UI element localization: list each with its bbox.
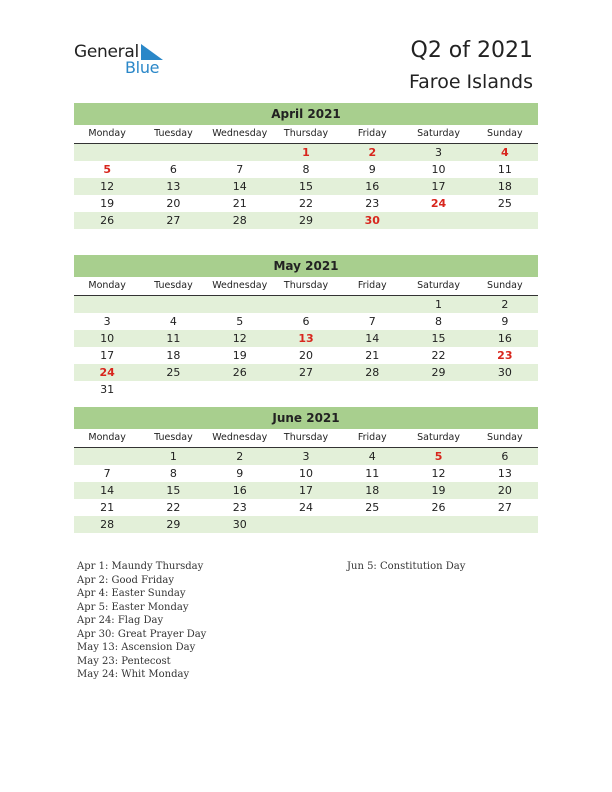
day-cell: 10 xyxy=(431,163,446,176)
week-row xyxy=(74,330,538,347)
holiday-date: 5 xyxy=(103,163,111,176)
holiday-list-right xyxy=(347,560,465,574)
week-row xyxy=(74,144,538,161)
day-cell: 4 xyxy=(368,450,376,463)
month-title: June 2021 xyxy=(74,407,538,429)
day-cell: 1 xyxy=(169,450,177,463)
day-cell: 26 xyxy=(232,366,247,379)
day-cell xyxy=(339,296,405,313)
week-row xyxy=(74,347,538,364)
day-cell: 18 xyxy=(166,349,181,362)
calendar-may xyxy=(74,255,538,398)
weekday-label: Sunday xyxy=(487,128,523,139)
day-cell: 31 xyxy=(100,383,115,396)
day-cell xyxy=(472,212,538,229)
weekday-label: Saturday xyxy=(417,280,460,291)
weekday-header-row xyxy=(74,277,538,296)
weekday-label: Saturday xyxy=(417,128,460,139)
day-cell: 11 xyxy=(166,332,181,345)
holiday-date: 4 xyxy=(501,146,509,159)
holiday-note: Apr 2: Good Friday xyxy=(77,574,175,586)
day-cell: 20 xyxy=(497,484,512,497)
holiday-note: Jun 5: Constitution Day xyxy=(347,561,466,572)
day-cell: 1 xyxy=(435,298,443,311)
day-cell xyxy=(207,296,273,313)
day-cell: 6 xyxy=(302,315,310,328)
day-cell: 16 xyxy=(365,180,380,193)
day-cell xyxy=(339,516,405,533)
weekday-label: Tuesday xyxy=(154,280,193,291)
week-row xyxy=(74,448,538,465)
holiday-date: 23 xyxy=(497,349,513,362)
day-cell: 15 xyxy=(298,180,313,193)
day-cell xyxy=(207,144,273,161)
day-cell: 20 xyxy=(298,349,313,362)
holiday-date: 13 xyxy=(298,332,314,345)
weekday-header-row xyxy=(74,125,538,144)
day-cell: 16 xyxy=(497,332,512,345)
day-cell: 8 xyxy=(169,467,177,480)
day-cell: 3 xyxy=(302,450,310,463)
country-name: Faroe Islands xyxy=(408,71,533,93)
day-cell: 29 xyxy=(431,366,446,379)
day-cell xyxy=(273,381,339,398)
month-title: May 2021 xyxy=(74,255,538,277)
day-cell: 19 xyxy=(232,349,247,362)
day-cell: 17 xyxy=(431,180,446,193)
day-cell: 20 xyxy=(166,197,181,210)
week-row xyxy=(74,313,538,330)
logo-text-blue: Blue xyxy=(125,58,160,77)
day-cell: 27 xyxy=(298,366,313,379)
day-cell: 15 xyxy=(431,332,446,345)
holiday-note: Apr 30: Great Prayer Day xyxy=(77,628,207,640)
weekday-label: Thursday xyxy=(283,280,329,291)
day-cell: 25 xyxy=(365,501,380,514)
weekday-label: Wednesday xyxy=(212,280,268,291)
day-cell: 7 xyxy=(368,315,376,328)
week-row xyxy=(74,195,538,212)
day-cell: 26 xyxy=(431,501,446,514)
day-cell: 11 xyxy=(497,163,512,176)
day-cell: 12 xyxy=(100,180,115,193)
weekday-label: Thursday xyxy=(283,432,329,443)
day-cell: 19 xyxy=(431,484,446,497)
day-cell: 25 xyxy=(497,197,512,210)
holiday-date: 24 xyxy=(430,197,447,210)
weekday-label: Sunday xyxy=(487,432,523,443)
day-cell: 30 xyxy=(232,518,247,531)
weekday-label: Monday xyxy=(88,432,126,443)
day-cell: 21 xyxy=(100,501,115,514)
day-cell: 23 xyxy=(232,501,247,514)
day-cell: 6 xyxy=(169,163,177,176)
logo-text-general: General xyxy=(74,42,139,62)
holiday-note: May 24: Whit Monday xyxy=(77,669,190,680)
week-row xyxy=(74,516,538,533)
day-cell: 9 xyxy=(368,163,376,176)
week-row xyxy=(74,482,538,499)
holiday-note: Apr 4: Easter Sunday xyxy=(77,588,186,599)
week-row xyxy=(74,178,538,195)
holiday-note: Apr 24: Flag Day xyxy=(77,615,164,626)
day-cell: 11 xyxy=(365,467,380,480)
weekday-label: Friday xyxy=(357,432,387,443)
holiday-list-left xyxy=(77,560,206,682)
calendar-june xyxy=(74,407,538,533)
day-cell: 17 xyxy=(298,484,313,497)
day-cell: 16 xyxy=(232,484,247,497)
day-cell xyxy=(472,381,538,398)
holiday-date: 2 xyxy=(368,146,377,159)
day-cell: 22 xyxy=(298,197,313,210)
weekday-label: Friday xyxy=(357,128,387,139)
day-cell: 9 xyxy=(236,467,244,480)
day-cell: 14 xyxy=(232,180,247,193)
weekday-label: Saturday xyxy=(417,432,460,443)
holiday-date: 24 xyxy=(99,366,115,379)
day-cell: 21 xyxy=(232,197,247,210)
day-cell: 6 xyxy=(501,450,509,463)
day-cell: 22 xyxy=(166,501,181,514)
week-row xyxy=(74,161,538,178)
day-cell: 21 xyxy=(365,349,380,362)
weekday-label: Tuesday xyxy=(154,432,193,443)
day-cell: 3 xyxy=(435,146,443,159)
brand-logo xyxy=(74,42,174,78)
week-row xyxy=(74,296,538,313)
day-cell: 27 xyxy=(497,501,512,514)
weekday-label: Monday xyxy=(88,280,126,291)
day-cell xyxy=(74,144,140,161)
day-cell xyxy=(140,296,206,313)
week-row xyxy=(74,364,538,381)
day-cell xyxy=(405,212,471,229)
day-cell: 29 xyxy=(166,518,181,531)
day-cell: 26 xyxy=(100,214,115,227)
day-cell: 14 xyxy=(100,484,115,497)
day-cell: 28 xyxy=(100,518,115,531)
day-cell: 12 xyxy=(232,332,247,345)
day-cell: 30 xyxy=(497,366,512,379)
weekday-label: Sunday xyxy=(487,280,523,291)
day-cell: 2 xyxy=(236,450,244,463)
day-cell xyxy=(405,381,471,398)
day-cell: 19 xyxy=(100,197,115,210)
day-cell: 28 xyxy=(232,214,247,227)
weekday-label: Monday xyxy=(88,128,126,139)
week-row xyxy=(74,499,538,516)
day-cell: 18 xyxy=(365,484,380,497)
day-cell: 29 xyxy=(298,214,313,227)
weekday-label: Wednesday xyxy=(212,128,268,139)
day-cell: 12 xyxy=(431,467,446,480)
day-cell: 10 xyxy=(100,332,115,345)
weekday-label: Tuesday xyxy=(154,128,193,139)
day-cell: 5 xyxy=(236,315,244,328)
day-cell xyxy=(405,516,471,533)
day-cell: 25 xyxy=(166,366,181,379)
day-cell xyxy=(339,381,405,398)
day-cell xyxy=(472,516,538,533)
week-row xyxy=(74,381,538,398)
day-cell: 14 xyxy=(365,332,380,345)
day-cell: 13 xyxy=(497,467,512,480)
day-cell xyxy=(273,296,339,313)
page-title: Q2 of 2021 xyxy=(410,38,533,63)
calendar-april xyxy=(74,103,538,229)
day-cell: 18 xyxy=(497,180,512,193)
weekday-label: Thursday xyxy=(283,128,329,139)
holiday-date: 30 xyxy=(364,214,380,227)
day-cell: 7 xyxy=(236,163,244,176)
holiday-note: May 23: Pentecost xyxy=(77,655,171,667)
holiday-date: 1 xyxy=(302,146,310,159)
day-cell: 22 xyxy=(431,349,446,362)
day-cell: 17 xyxy=(100,349,115,362)
day-cell: 15 xyxy=(166,484,181,497)
day-cell: 24 xyxy=(298,501,313,514)
day-cell: 2 xyxy=(501,298,509,311)
day-cell: 27 xyxy=(166,214,181,227)
day-cell: 7 xyxy=(103,467,111,480)
day-cell: 28 xyxy=(365,366,380,379)
day-cell xyxy=(74,296,140,313)
month-title: April 2021 xyxy=(74,103,538,125)
holiday-note: May 13: Ascension Day xyxy=(77,642,196,653)
day-cell: 9 xyxy=(501,315,509,328)
day-cell: 4 xyxy=(169,315,177,328)
weekday-label: Wednesday xyxy=(212,432,268,443)
day-cell: 8 xyxy=(435,315,443,328)
day-cell xyxy=(207,381,273,398)
day-cell: 13 xyxy=(166,180,181,193)
day-cell xyxy=(74,448,140,465)
day-cell: 3 xyxy=(103,315,111,328)
week-row xyxy=(74,465,538,482)
day-cell: 10 xyxy=(298,467,313,480)
holiday-note: Apr 5: Easter Monday xyxy=(77,601,189,613)
holiday-date: 5 xyxy=(434,450,443,463)
day-cell: 8 xyxy=(302,163,310,176)
weekday-header-row xyxy=(74,429,538,448)
day-cell xyxy=(273,516,339,533)
day-cell: 23 xyxy=(365,197,380,210)
holiday-note: Apr 1: Maundy Thursday xyxy=(77,561,204,572)
day-cell xyxy=(140,144,206,161)
week-row xyxy=(74,212,538,229)
weekday-label: Friday xyxy=(357,280,387,291)
day-cell xyxy=(140,381,206,398)
